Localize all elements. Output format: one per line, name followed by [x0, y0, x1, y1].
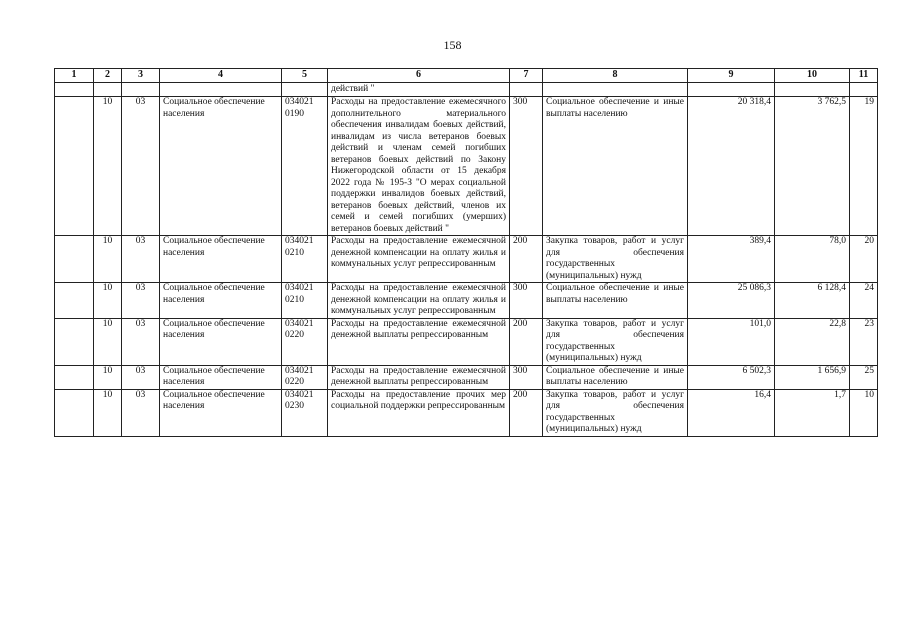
amount-cell: 20 [850, 236, 878, 283]
col-header: 7 [510, 69, 543, 83]
subsection-code-cell: 03 [122, 318, 160, 365]
amount-cell: 23 [850, 318, 878, 365]
section-code-cell: 10 [94, 97, 122, 236]
budget-table [54, 68, 878, 437]
expense-type-name-cell: Социальное обеспечение и иные выплаты населению [543, 365, 688, 389]
amount-cell: 25 086,3 [688, 283, 775, 319]
table-cell [122, 83, 160, 97]
amount-cell: 78,0 [775, 236, 850, 283]
subsection-code-cell: 03 [122, 236, 160, 283]
expense-type-code-cell: 300 [510, 97, 543, 236]
section-code-cell: 10 [94, 236, 122, 283]
expense-type-code-cell: 200 [510, 318, 543, 365]
table-row [55, 365, 878, 389]
subsection-code-cell: 03 [122, 283, 160, 319]
amount-cell: 6 502,3 [688, 365, 775, 389]
amount-cell: 16,4 [688, 389, 775, 436]
section-name-cell: Социальное обеспечение населения [160, 318, 282, 365]
expense-type-name-cell: Социальное обеспечение и иные выплаты населению [543, 283, 688, 319]
expense-type-code-cell: 200 [510, 389, 543, 436]
amount-cell: 389,4 [688, 236, 775, 283]
amount-cell: 25 [850, 365, 878, 389]
row-index-cell [55, 389, 94, 436]
table-cell [775, 83, 850, 97]
expense-type-code-cell: 300 [510, 283, 543, 319]
table-cell [543, 83, 688, 97]
col-header: 1 [55, 69, 94, 83]
row-index-cell [55, 283, 94, 319]
section-name-cell: Социальное обеспечение населения [160, 283, 282, 319]
section-name-cell: Социальное обеспечение населения [160, 389, 282, 436]
amount-cell: 19 [850, 97, 878, 236]
col-header: 3 [122, 69, 160, 83]
table-row [55, 97, 878, 236]
continuation-text: действий " [328, 83, 510, 97]
table-row [55, 236, 878, 283]
expense-description-cell: Расходы на предоставление ежемесячной денежной выплаты репрессированным [328, 318, 510, 365]
amount-cell: 20 318,4 [688, 97, 775, 236]
expense-description-cell: Расходы на предоставление ежемесячной денежной компенсации на оплату жилья и коммунальных услуг репрессированным [328, 236, 510, 283]
table-cell [160, 83, 282, 97]
amount-cell: 101,0 [688, 318, 775, 365]
table-cell [55, 83, 94, 97]
section-code-cell: 10 [94, 283, 122, 319]
section-name-cell: Социальное обеспечение населения [160, 365, 282, 389]
target-article-cell: 034021 0230 [282, 389, 328, 436]
expense-type-name-cell: Закупка товаров, работ и услуг для обеспечения государственных (муниципальных) нужд [543, 236, 688, 283]
col-header: 4 [160, 69, 282, 83]
target-article-cell: 034021 0210 [282, 236, 328, 283]
row-index-cell [55, 97, 94, 236]
target-article-cell: 034021 0190 [282, 97, 328, 236]
target-article-cell: 034021 0220 [282, 318, 328, 365]
col-header: 8 [543, 69, 688, 83]
expense-type-name-cell: Закупка товаров, работ и услуг для обеспечения государственных (муниципальных) нужд [543, 389, 688, 436]
expense-description-cell: Расходы на предоставление прочих мер социальной поддержки репрессированным [328, 389, 510, 436]
table-cell [688, 83, 775, 97]
expense-description-cell: Расходы на предоставление ежемесячного дополнительного материального обеспечения инвалидам боевых действий, инвалидам из числа ветеранов боевых действий и членам семей погибших ветеранов боевых действий по Закону Нижегородской области от 15 декабря 2022 года № 195-З "О мерах социальной поддержки инвалидов боевых действий, ветеранов боевых действий, членов их семей и семей погибших (умерших) ветеранов боевых действий " [328, 97, 510, 236]
continuation-row [55, 83, 878, 97]
row-index-cell [55, 365, 94, 389]
expense-type-code-cell: 200 [510, 236, 543, 283]
row-index-cell [55, 236, 94, 283]
table-row [55, 283, 878, 319]
amount-cell: 1,7 [775, 389, 850, 436]
section-name-cell: Социальное обеспечение населения [160, 97, 282, 236]
table-cell [850, 83, 878, 97]
col-header: 10 [775, 69, 850, 83]
expense-description-cell: Расходы на предоставление ежемесячной денежной выплаты репрессированным [328, 365, 510, 389]
table-cell [510, 83, 543, 97]
amount-cell: 22,8 [775, 318, 850, 365]
amount-cell: 1 656,9 [775, 365, 850, 389]
subsection-code-cell: 03 [122, 365, 160, 389]
subsection-code-cell: 03 [122, 97, 160, 236]
target-article-cell: 034021 0210 [282, 283, 328, 319]
amount-cell: 6 128,4 [775, 283, 850, 319]
target-article-cell: 034021 0220 [282, 365, 328, 389]
header-row [55, 69, 878, 83]
col-header: 11 [850, 69, 878, 83]
col-header: 9 [688, 69, 775, 83]
section-name-cell: Социальное обеспечение населения [160, 236, 282, 283]
expense-type-name-cell: Закупка товаров, работ и услуг для обеспечения государственных (муниципальных) нужд [543, 318, 688, 365]
col-header: 5 [282, 69, 328, 83]
amount-cell: 3 762,5 [775, 97, 850, 236]
subsection-code-cell: 03 [122, 389, 160, 436]
table-row [55, 389, 878, 436]
table-cell [94, 83, 122, 97]
expense-description-cell: Расходы на предоставление ежемесячной денежной компенсации на оплату жилья и коммунальных услуг репрессированным [328, 283, 510, 319]
amount-cell: 24 [850, 283, 878, 319]
section-code-cell: 10 [94, 318, 122, 365]
section-code-cell: 10 [94, 389, 122, 436]
expense-type-name-cell: Социальное обеспечение и иные выплаты населению [543, 97, 688, 236]
col-header: 6 [328, 69, 510, 83]
amount-cell: 10 [850, 389, 878, 436]
section-code-cell: 10 [94, 365, 122, 389]
expense-type-code-cell: 300 [510, 365, 543, 389]
table-cell [282, 83, 328, 97]
table-row [55, 318, 878, 365]
col-header: 2 [94, 69, 122, 83]
page-number: 158 [443, 38, 462, 52]
row-index-cell [55, 318, 94, 365]
